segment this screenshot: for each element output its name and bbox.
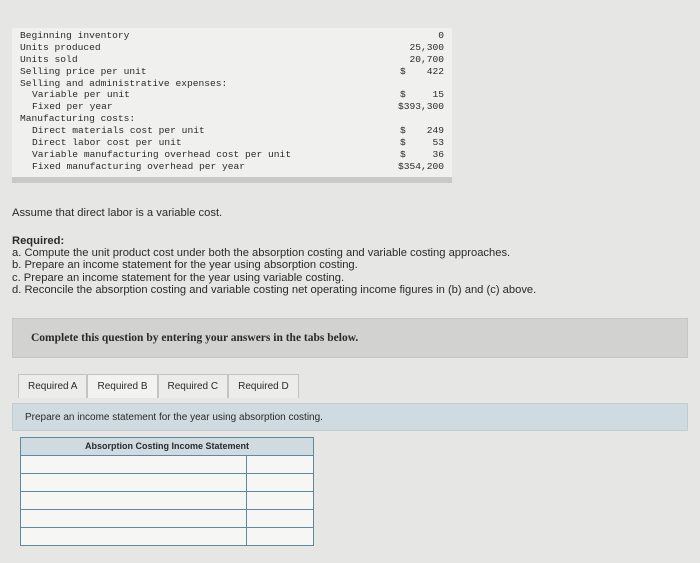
data-row-value: $393,300 bbox=[397, 101, 444, 113]
data-row bbox=[12, 161, 452, 173]
statement-amount-cell[interactable] bbox=[247, 528, 313, 545]
instruction-banner-text: Complete this question by entering your answers in the tabs below. bbox=[31, 332, 359, 344]
required-heading: Required: bbox=[12, 235, 65, 247]
tab-required-d[interactable]: Required D bbox=[228, 374, 299, 398]
data-row bbox=[12, 149, 452, 161]
data-row-value: 25,300 bbox=[409, 41, 444, 53]
statement-row bbox=[21, 456, 313, 474]
data-row-value: 0 bbox=[438, 30, 444, 41]
data-row-value: 36 bbox=[432, 148, 444, 160]
statement-row bbox=[21, 492, 313, 510]
statement-amount-cell[interactable] bbox=[247, 474, 313, 491]
data-row bbox=[12, 137, 452, 149]
data-row bbox=[12, 42, 452, 54]
statement-row bbox=[21, 474, 313, 492]
required-item-c: c. Prepare an income statement for the year using variable costing. bbox=[12, 271, 345, 284]
data-row bbox=[12, 54, 452, 66]
data-row-label: Direct labor cost per unit bbox=[32, 137, 182, 149]
requirement-tabs bbox=[18, 374, 299, 398]
tab-required-c[interactable]: Required C bbox=[158, 374, 229, 398]
data-row bbox=[12, 125, 452, 137]
data-row-label: Units produced bbox=[20, 41, 101, 53]
tab-prompt-bar bbox=[12, 403, 688, 431]
statement-label-cell[interactable] bbox=[21, 492, 247, 509]
data-row-label: Beginning inventory bbox=[20, 30, 130, 41]
data-row-value: 249 bbox=[426, 125, 444, 137]
data-row-label: Fixed manufacturing overhead per year bbox=[32, 160, 246, 172]
data-row bbox=[12, 66, 452, 78]
data-row bbox=[12, 78, 452, 90]
statement-label-cell[interactable] bbox=[21, 528, 247, 545]
income-statement-title: Absorption Costing Income Statement bbox=[21, 438, 313, 456]
data-row-value: $354,200 bbox=[397, 160, 444, 172]
data-row-label: Units sold bbox=[20, 53, 78, 65]
given-data-table bbox=[12, 28, 452, 183]
data-row-label: Direct materials cost per unit bbox=[32, 125, 205, 137]
statement-row bbox=[21, 510, 313, 528]
data-row-currency: $ bbox=[400, 89, 406, 101]
statement-label-cell[interactable] bbox=[21, 510, 247, 527]
data-row-label: Variable manufacturing overhead cost per unit bbox=[32, 148, 292, 160]
tab-required-a[interactable]: Required A bbox=[18, 374, 87, 398]
statement-amount-cell[interactable] bbox=[247, 456, 313, 473]
statement-row bbox=[21, 528, 313, 545]
data-row-label: Variable per unit bbox=[32, 89, 130, 101]
required-section bbox=[12, 235, 536, 296]
statement-label-cell[interactable] bbox=[21, 474, 247, 491]
data-row bbox=[12, 30, 452, 42]
data-row bbox=[12, 101, 452, 113]
instruction-banner bbox=[12, 318, 688, 358]
data-row-label: Selling price per unit bbox=[20, 65, 147, 77]
income-statement-table bbox=[20, 437, 314, 546]
data-row bbox=[12, 113, 452, 125]
data-row-value: 20,700 bbox=[409, 53, 444, 65]
assumption-text: Assume that direct labor is a variable cost. bbox=[12, 207, 223, 219]
data-row-currency: $ bbox=[400, 65, 406, 77]
statement-amount-cell[interactable] bbox=[247, 492, 313, 509]
data-row-value: 422 bbox=[426, 65, 444, 77]
statement-label-cell[interactable] bbox=[21, 456, 247, 473]
data-row-currency: $ bbox=[400, 125, 406, 137]
required-item-b: b. Prepare an income statement for the year using absorption costing. bbox=[12, 259, 358, 272]
data-row-currency: $ bbox=[400, 137, 406, 149]
required-item-d: d. Reconcile the absorption costing and variable costing net operating income figures in (b) and (c) above. bbox=[12, 283, 537, 296]
data-row-label: Selling and administrative expenses: bbox=[20, 77, 228, 89]
data-row-currency: $ bbox=[400, 148, 406, 160]
data-row-label: Manufacturing costs: bbox=[20, 113, 136, 125]
required-item-a: a. Compute the unit product cost under both the absorption costing and variable costing approaches. bbox=[12, 247, 511, 260]
statement-amount-cell[interactable] bbox=[247, 510, 313, 527]
data-row bbox=[12, 89, 452, 101]
data-row-value: 53 bbox=[432, 137, 444, 149]
data-row-label: Fixed per year bbox=[32, 101, 113, 113]
data-row-value: 15 bbox=[432, 89, 444, 101]
tab-required-b[interactable]: Required B bbox=[87, 374, 157, 398]
tab-prompt-text: Prepare an income statement for the year using absorption costing. bbox=[25, 412, 323, 423]
